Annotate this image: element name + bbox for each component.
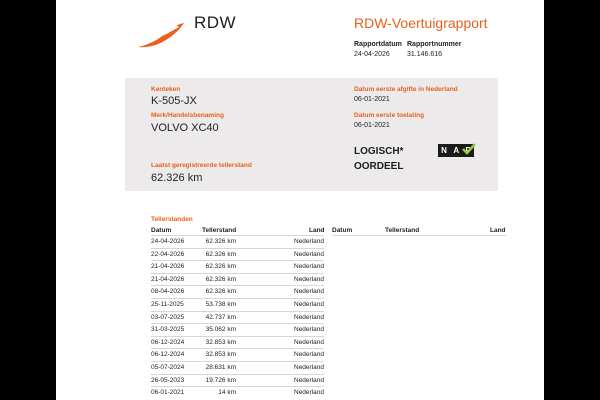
cell-datum: 22-04-2026 (151, 250, 185, 258)
rapportnummer-label: Rapportnummer (407, 41, 462, 48)
table-row (151, 374, 324, 387)
cell-land: Nederland (294, 326, 324, 334)
cell-datum: 31-03-2025 (151, 326, 185, 334)
nap-letter-n: N (441, 145, 447, 155)
table-divider-right (332, 235, 506, 236)
cell-land: Nederland (294, 288, 324, 296)
cell-tellerstand: 32.853 km (205, 338, 236, 346)
report-title: RDW-Voertuigrapport (354, 15, 488, 31)
vehicle-summary-panel (125, 78, 498, 191)
table-title: Tellerstanden (151, 216, 193, 223)
cell-land: Nederland (294, 389, 324, 397)
col-land-1: Land (309, 227, 325, 234)
cell-datum: 08-04-2026 (151, 288, 185, 296)
cell-datum: 06-01-2021 (151, 389, 185, 397)
brand-name: RDW (194, 13, 237, 32)
table-row (151, 361, 324, 374)
cell-tellerstand: 62.326 km (205, 263, 236, 271)
cell-land: Nederland (294, 275, 324, 283)
cell-tellerstand: 53.738 km (205, 300, 236, 308)
cell-datum: 06-12-2024 (151, 338, 185, 346)
rdw-logo-icon (136, 20, 186, 50)
cell-land: Nederland (294, 363, 324, 371)
odometer-table (151, 235, 324, 399)
table-row (151, 311, 324, 324)
table-row (151, 273, 324, 286)
col-tellerstand-1: Tellerstand (202, 227, 237, 234)
toelating-label: Datum eerste toelating (354, 112, 425, 119)
nap-badge (438, 144, 474, 157)
afgifte-label: Datum eerste afgifte in Nederland (354, 86, 458, 93)
cell-tellerstand: 62.326 km (205, 288, 236, 296)
rapportdatum-label: Rapportdatum (354, 41, 402, 48)
laatst-value: 62.326 km (151, 172, 203, 184)
report-page (56, 0, 544, 400)
table-row (151, 323, 324, 336)
cell-tellerstand: 28.631 km (205, 363, 236, 371)
cell-datum: 21-04-2026 (151, 263, 185, 271)
rapportnummer-value: 31.146.616 (407, 51, 443, 58)
cell-tellerstand: 14 km (218, 389, 236, 397)
kenteken-label: Kenteken (151, 86, 181, 93)
cell-datum: 24-04-2026 (151, 238, 185, 245)
cell-tellerstand: 62.326 km (205, 275, 236, 283)
table-row (151, 348, 324, 361)
cell-datum: 06-12-2024 (151, 351, 185, 359)
col-land-2: Land (490, 227, 506, 234)
cell-land: Nederland (294, 376, 324, 384)
kenteken-value: K-505-JX (151, 95, 197, 107)
cell-land: Nederland (294, 300, 324, 308)
cell-land: Nederland (294, 313, 324, 321)
table-row (151, 285, 324, 298)
verdict-line1: LOGISCH* (354, 146, 404, 157)
cell-datum: 03-07-2025 (151, 313, 185, 321)
table-row (151, 235, 324, 248)
col-tellerstand-2: Tellerstand (385, 227, 420, 234)
rapportdatum-value: 24-04-2026 (354, 51, 390, 58)
cell-datum: 21-04-2026 (151, 275, 185, 283)
cell-land: Nederland (294, 263, 324, 271)
table-row (151, 336, 324, 349)
col-datum-1: Datum (151, 227, 172, 234)
table-row (151, 386, 324, 399)
merk-label: Merk/Handelsbenaming (151, 112, 224, 119)
cell-land: Nederland (294, 351, 324, 359)
col-datum-2: Datum (332, 227, 353, 234)
table-row (151, 248, 324, 261)
cell-datum: 05-07-2024 (151, 363, 185, 371)
table-row (151, 298, 324, 311)
cell-tellerstand: 62.326 km (205, 238, 236, 245)
cell-tellerstand: 42.737 km (205, 313, 236, 321)
cell-datum: 26-05-2023 (151, 376, 185, 384)
nap-check-icon (462, 143, 476, 155)
cell-datum: 25-11-2025 (151, 300, 184, 308)
verdict-line2: OORDEEL (354, 161, 404, 172)
cell-land: Nederland (294, 238, 324, 245)
nap-letter-a: A (453, 145, 460, 155)
cell-land: Nederland (294, 250, 324, 258)
cell-tellerstand: 32.853 km (205, 351, 236, 359)
afgifte-value: 06-01-2021 (354, 96, 390, 103)
cell-tellerstand: 62.326 km (205, 250, 236, 258)
cell-land: Nederland (294, 338, 324, 346)
nap-letter-p: P (465, 145, 471, 155)
table-row (151, 260, 324, 273)
cell-tellerstand: 35.062 km (205, 326, 236, 334)
laatst-label: Laatst geregistreerde tellerstand (151, 162, 252, 169)
merk-value: VOLVO XC40 (151, 122, 219, 134)
cell-tellerstand: 19.726 km (205, 376, 236, 384)
toelating-value: 06-01-2021 (354, 122, 390, 129)
